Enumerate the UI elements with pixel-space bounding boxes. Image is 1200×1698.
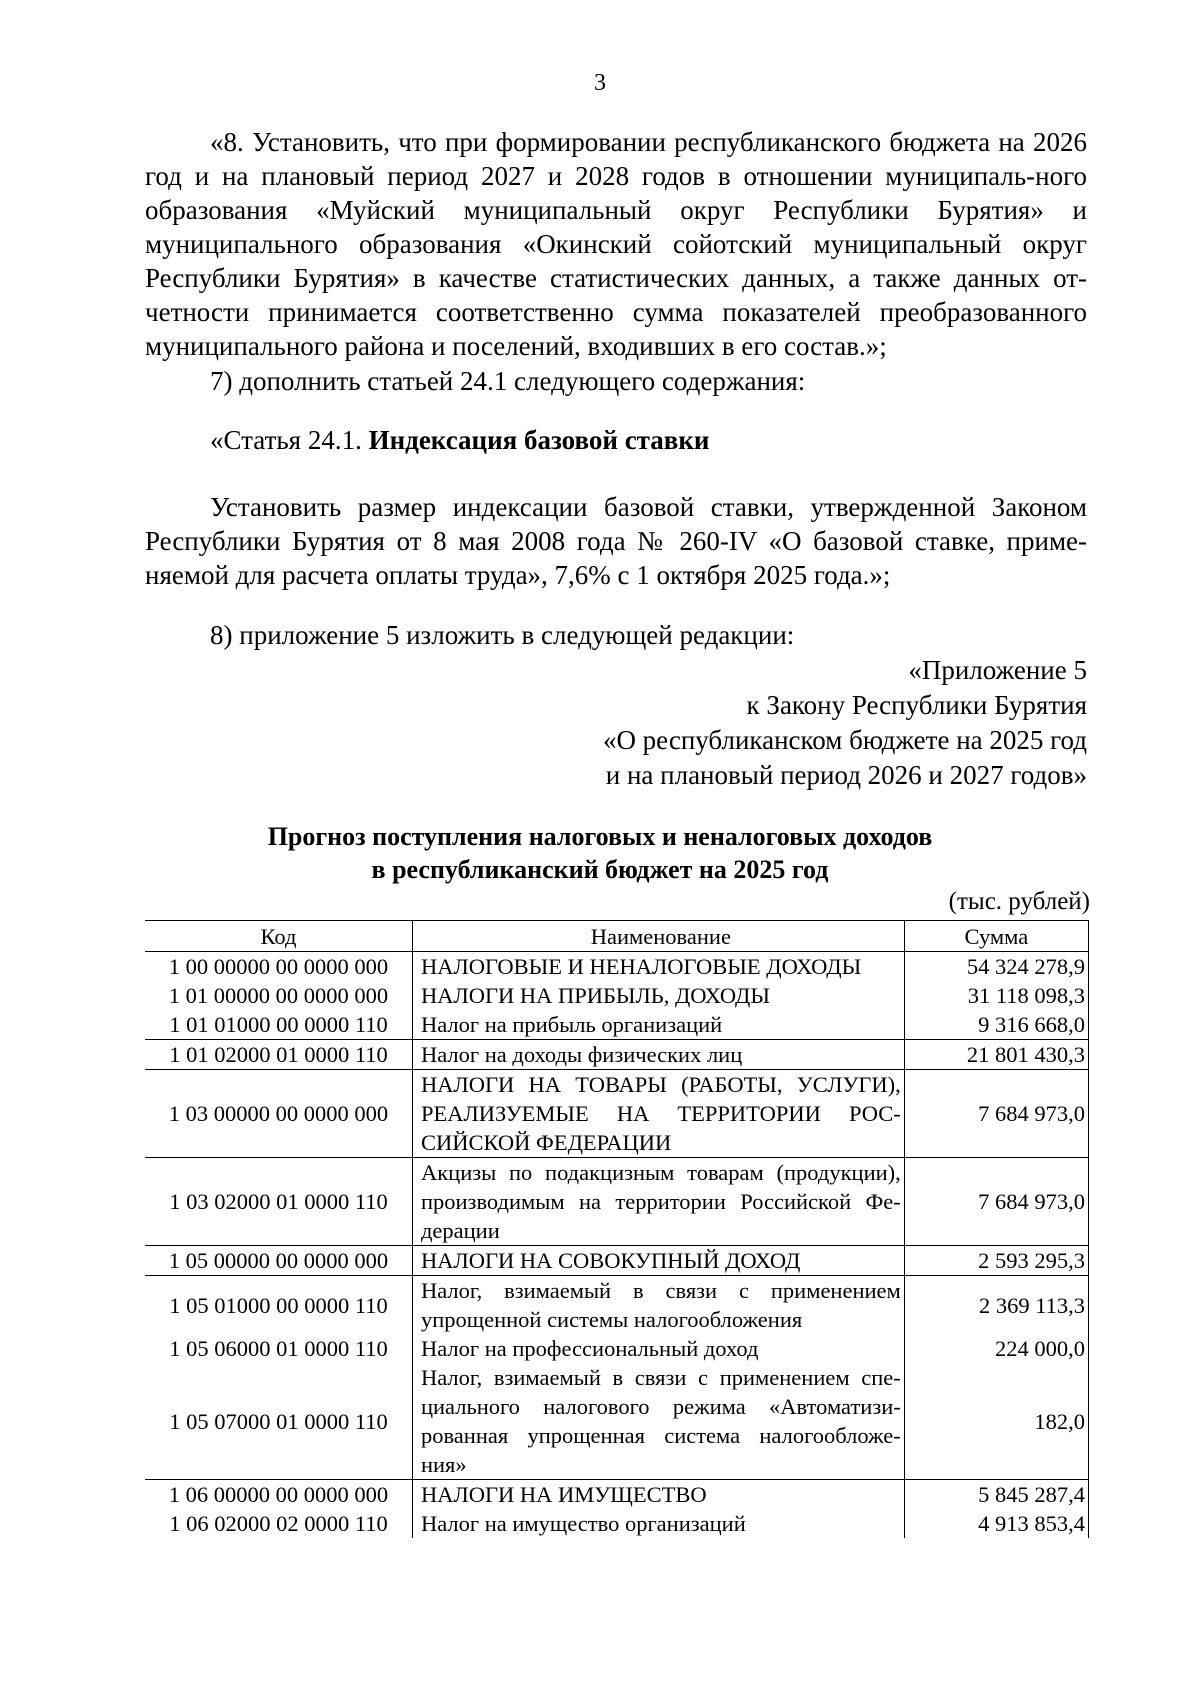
table-row xyxy=(145,1158,1089,1246)
table-row xyxy=(145,1276,1089,1335)
row-name: НАЛОГОВЫЕ И НЕНАЛОГОВЫЕ ДОХОДЫ xyxy=(412,952,904,982)
table-header-row xyxy=(145,921,1089,952)
row-sum: 21 801 430,3 xyxy=(904,1040,1088,1070)
header-name: Наименование xyxy=(412,921,904,952)
table-row xyxy=(145,981,1089,1010)
paragraph-8b-text: 8) приложение 5 изложить в следующей редакции: xyxy=(210,620,795,650)
row-code: 1 01 02000 01 0000 110 xyxy=(145,1040,412,1070)
paragraph-8b xyxy=(145,618,1087,652)
row-name: НАЛОГИ НА СОВОКУПНЫЙ ДОХОД xyxy=(412,1246,904,1276)
article-title: Индексация базовой ставки xyxy=(368,425,710,455)
units-label: (тыс. рублей) xyxy=(948,888,1090,915)
table-title xyxy=(0,820,1200,886)
row-name: НАЛОГИ НА ПРИБЫЛЬ, ДОХОДЫ xyxy=(412,981,904,1010)
header-code: Код xyxy=(145,921,412,952)
table-row xyxy=(145,1363,1089,1480)
row-sum: 9 316 668,0 xyxy=(904,1010,1088,1040)
page-number: 3 xyxy=(594,70,606,96)
row-code: 1 05 07000 01 0000 110 xyxy=(145,1363,412,1480)
row-sum: 7 684 973,0 xyxy=(904,1070,1088,1158)
table-row xyxy=(145,952,1089,982)
table-row xyxy=(145,1040,1089,1070)
row-name: Налог, взимаемый в связи с применением упрощенной системы налогообложения xyxy=(412,1276,904,1335)
row-code: 1 06 00000 00 0000 000 xyxy=(145,1480,412,1510)
revenue-table xyxy=(145,920,1089,1538)
article-prefix: «Статья 24.1. xyxy=(210,425,369,455)
row-name: НАЛОГИ НА ИМУЩЕСТВО xyxy=(412,1480,904,1510)
table-title-line-1: Прогноз поступления налоговых и неналоговых доходов xyxy=(267,822,933,851)
row-name: Налог на прибыль организаций xyxy=(412,1010,904,1040)
row-sum: 4 913 853,4 xyxy=(904,1509,1088,1538)
table-row xyxy=(145,1480,1089,1510)
table-row xyxy=(145,1334,1089,1363)
appendix-line-2: к Закону Республики Бурятия xyxy=(746,690,1087,720)
row-code: 1 05 06000 01 0000 110 xyxy=(145,1334,412,1363)
row-sum: 31 118 098,3 xyxy=(904,981,1088,1010)
row-name: Акцизы по подакцизным товарам (продукции), производимым на территории Российской Фе-дерации xyxy=(412,1158,904,1246)
row-name: Налог на имущество организаций xyxy=(412,1509,904,1538)
table-title-line-2: в республиканский бюджет на 2025 год xyxy=(371,855,829,884)
appendix-line-4: и на плановый период 2026 и 2027 годов» xyxy=(605,760,1087,790)
appendix-header xyxy=(603,653,1087,793)
row-code: 1 03 00000 00 0000 000 xyxy=(145,1070,412,1158)
paragraph-indexation xyxy=(145,490,1087,592)
row-sum: 5 845 287,4 xyxy=(904,1480,1088,1510)
row-sum: 224 000,0 xyxy=(904,1334,1088,1363)
row-name: Налог на профессиональный доход xyxy=(412,1334,904,1363)
row-code: 1 06 02000 02 0000 110 xyxy=(145,1509,412,1538)
article-heading xyxy=(210,423,709,457)
row-code: 1 00 00000 00 0000 000 xyxy=(145,952,412,982)
row-name: НАЛОГИ НА ТОВАРЫ (РАБОТЫ, УСЛУГИ), РЕАЛИЗУЕМЫЕ НА ТЕРРИТОРИИ РОС-СИЙСКОЙ ФЕДЕРАЦИИ xyxy=(412,1070,904,1158)
paragraph-7-text: 7) дополнить статьей 24.1 следующего содержания: xyxy=(210,366,806,396)
row-sum: 2 369 113,3 xyxy=(904,1276,1088,1335)
appendix-line-1: «Приложение 5 xyxy=(908,655,1087,685)
row-code: 1 01 00000 00 0000 000 xyxy=(145,981,412,1010)
paragraph-8 xyxy=(145,125,1087,363)
row-sum: 7 684 973,0 xyxy=(904,1158,1088,1246)
paragraph-8-text: «8. Установить, что при формировании республиканского бюджета на 2026 год и на плановый период 2027 и 2028 годов в отношении муниципаль-ного образования «Муйский муниципальный округ Республики Бурятия» и муниципального образования «Окинский сойотский муниципальный округ Республики Бурятия» в качестве статистических данных, а также данных от-четности принимается соответственно сумма показателей преобразованного муниципального района и поселений, входивших в его состав.»; xyxy=(145,127,1087,361)
paragraph-7 xyxy=(145,364,1087,398)
row-name: Налог на доходы физических лиц xyxy=(412,1040,904,1070)
table-row xyxy=(145,1010,1089,1040)
row-name: Налог, взимаемый в связи с применением спе-циального налогового режима «Автоматизи-рованная упрощенная система налогообложе-ния» xyxy=(412,1363,904,1480)
row-code: 1 05 01000 00 0000 110 xyxy=(145,1276,412,1335)
appendix-line-3: «О республиканском бюджете на 2025 год xyxy=(602,725,1087,755)
row-code: 1 03 02000 01 0000 110 xyxy=(145,1158,412,1246)
row-sum: 54 324 278,9 xyxy=(904,952,1088,982)
header-sum: Сумма xyxy=(904,921,1088,952)
row-code: 1 01 01000 00 0000 110 xyxy=(145,1010,412,1040)
paragraph-indexation-text: Установить размер индексации базовой ставки, утвержденной Законом Республики Бурятия от 8 мая 2008 года № 260-IV «О базовой ставке, приме-няемой для расчета оплаты труда», 7,6% с 1 октября 2025 года.»; xyxy=(145,492,1087,590)
table-row xyxy=(145,1246,1089,1276)
table-row xyxy=(145,1070,1089,1158)
row-sum: 182,0 xyxy=(904,1363,1088,1480)
row-sum: 2 593 295,3 xyxy=(904,1246,1088,1276)
table-row xyxy=(145,1509,1089,1538)
row-code: 1 05 00000 00 0000 000 xyxy=(145,1246,412,1276)
